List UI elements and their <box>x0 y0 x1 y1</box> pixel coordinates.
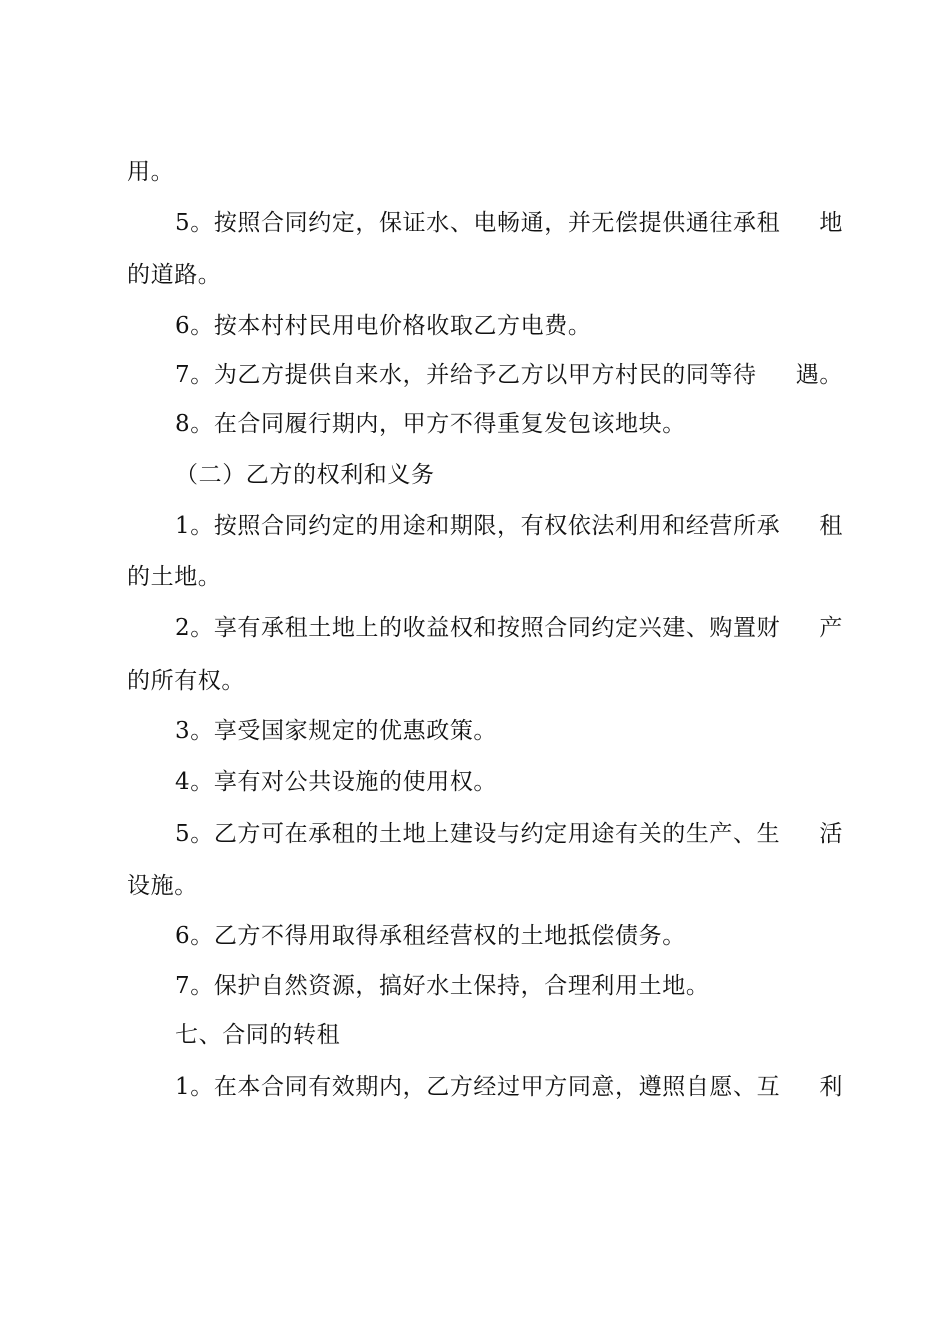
paragraph-line <box>175 209 843 237</box>
paragraph-line <box>175 1073 843 1101</box>
line-end-text: 遇。 <box>795 362 843 388</box>
line-text: 1。按照合同约定的用途和期限，有权依法利用和经营所承 <box>175 513 781 539</box>
paragraph-line <box>127 563 843 591</box>
paragraph-line <box>127 261 843 289</box>
line-text: 6。乙方不得用取得承租经营权的土地抵偿债务。 <box>175 923 686 949</box>
section-heading <box>175 461 843 489</box>
line-text: 5。按照合同约定，保证水、电畅通，并无偿提供通往承租 <box>175 210 781 236</box>
line-text: 设施。 <box>127 873 198 899</box>
heading-text: （二）乙方的权利和义务 <box>175 462 435 488</box>
line-end-text: 地 <box>819 210 843 236</box>
paragraph-line <box>175 512 843 540</box>
section-heading <box>175 1021 843 1049</box>
line-text: 用。 <box>127 159 175 185</box>
line-text: 7。保护自然资源，搞好水土保持，合理利用土地。 <box>175 973 710 999</box>
paragraph-line <box>175 717 843 745</box>
paragraph-line <box>175 768 843 796</box>
heading-text: 七、合同的转租 <box>175 1022 341 1048</box>
line-end-text: 产 <box>819 615 843 641</box>
line-text: 2。享有承租土地上的收益权和按照合同约定兴建、购置财 <box>175 615 781 641</box>
line-text: 1。在本合同有效期内，乙方经过甲方同意，遵照自愿、互 <box>175 1074 781 1100</box>
paragraph-line <box>175 614 843 642</box>
paragraph-line <box>175 922 843 950</box>
paragraph-line <box>175 312 843 340</box>
paragraph-line <box>175 361 843 389</box>
line-text: 8。在合同履行期内，甲方不得重复发包该地块。 <box>175 411 686 437</box>
paragraph-line <box>175 972 843 1000</box>
line-text: 6。按本村村民用电价格收取乙方电费。 <box>175 313 592 339</box>
line-end-text: 利 <box>819 1074 843 1100</box>
paragraph-line <box>175 820 843 848</box>
paragraph-line <box>127 872 843 900</box>
line-text: 4。享有对公共设施的使用权。 <box>175 769 498 795</box>
line-text: 5。乙方可在承租的土地上建设与约定用途有关的生产、生 <box>175 821 781 847</box>
line-text: 3。享受国家规定的优惠政策。 <box>175 718 498 744</box>
paragraph-line <box>175 410 843 438</box>
line-text: 的土地。 <box>127 564 222 590</box>
paragraph-line <box>127 667 843 695</box>
line-end-text: 租 <box>819 513 843 539</box>
paragraph-line <box>127 158 843 186</box>
line-end-text: 活 <box>819 821 843 847</box>
line-text: 7。为乙方提供自来水，并给予乙方以甲方村民的同等待 <box>175 362 757 388</box>
line-text: 的所有权。 <box>127 668 245 694</box>
line-text: 的道路。 <box>127 262 222 288</box>
